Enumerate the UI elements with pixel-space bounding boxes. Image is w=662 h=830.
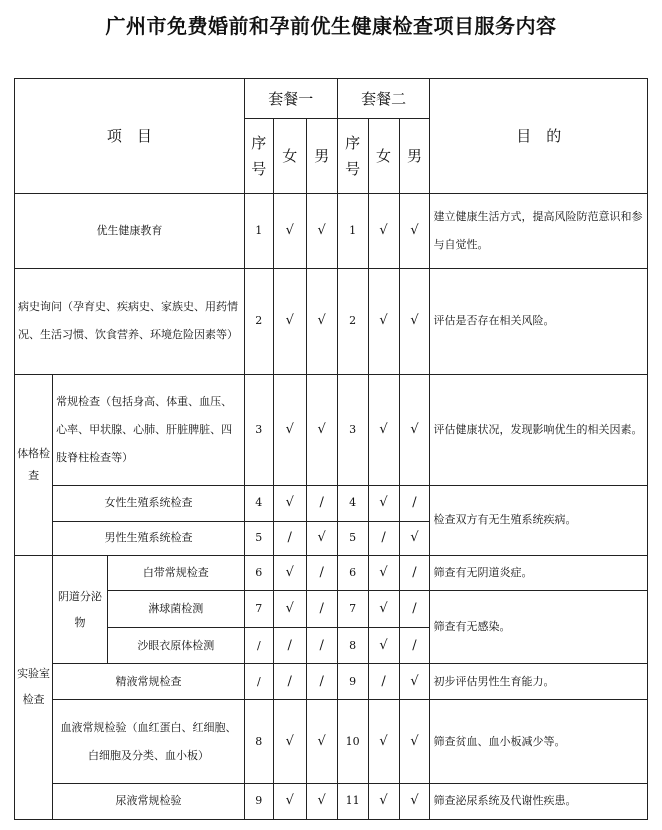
physical-group: 体格检查 [15, 375, 53, 556]
female-1: √ [273, 375, 306, 485]
male-2: / [399, 485, 430, 521]
seq-2: 1 [337, 194, 368, 268]
female-1: / [273, 664, 306, 700]
purpose: 筛查有无感染。 [430, 591, 648, 664]
male-1: √ [306, 194, 337, 268]
male-2: √ [399, 521, 430, 555]
item-name: 淋球菌检测 [107, 591, 244, 628]
female-2: √ [368, 485, 399, 521]
item-name: 尿液常规检验 [53, 783, 245, 819]
female-2: √ [368, 194, 399, 268]
seq-2: 3 [337, 375, 368, 485]
male-1: / [306, 591, 337, 628]
purpose: 初步评估男性生育能力。 [430, 664, 648, 700]
item-name: 女性生殖系统检查 [53, 485, 245, 521]
seq-1: 1 [244, 194, 273, 268]
seq-2: 5 [337, 521, 368, 555]
male-2: √ [399, 194, 430, 268]
seq-1: 4 [244, 485, 273, 521]
lab-group: 实验室检查 [15, 555, 53, 819]
item-name: 沙眼衣原体检测 [107, 628, 244, 664]
table-row [15, 268, 648, 374]
seq-2: 2 [337, 268, 368, 374]
male-2: / [399, 555, 430, 590]
seq-header-1: 序号 [244, 119, 273, 194]
seq-1: 9 [244, 783, 273, 819]
female-2: √ [368, 628, 399, 664]
male-1: / [306, 664, 337, 700]
female-1: √ [273, 485, 306, 521]
female-1: √ [273, 194, 306, 268]
purpose: 评估健康状况，发现影响优生的相关因素。 [430, 375, 648, 485]
item-header: 项 目 [15, 79, 245, 194]
female-1: / [273, 521, 306, 555]
item-name: 病史询问（孕育史、疾病史、家族史、用药情况、生活习惯、饮食营养、环境危险因素等） [15, 268, 245, 374]
male-1: √ [306, 783, 337, 819]
female-1: √ [273, 700, 306, 783]
seq-2: 6 [337, 555, 368, 590]
page-title: 广州市免费婚前和孕前优生健康检查项目服务内容 [105, 14, 557, 38]
male-1: √ [306, 268, 337, 374]
female-2: / [368, 664, 399, 700]
purpose: 检查双方有无生殖系统疾病。 [430, 485, 648, 555]
male-2: √ [399, 783, 430, 819]
female-1: / [273, 628, 306, 664]
purpose-header: 目 的 [430, 79, 648, 194]
female-2: √ [368, 591, 399, 628]
male-2: √ [399, 375, 430, 485]
female-1: √ [273, 591, 306, 628]
vaginal-group: 阴道分泌物 [53, 555, 108, 663]
purpose: 筛查泌尿系统及代谢性疾患。 [430, 783, 648, 819]
package-2-header: 套餐二 [337, 79, 430, 119]
female-2: √ [368, 268, 399, 374]
service-table [14, 78, 648, 820]
male-1: / [306, 555, 337, 590]
purpose: 建立健康生活方式，提高风险防范意识和参与自觉性。 [430, 194, 648, 268]
purpose: 筛查有无阴道炎症。 [430, 555, 648, 590]
seq-1: 3 [244, 375, 273, 485]
male-1: / [306, 485, 337, 521]
seq-1: 8 [244, 700, 273, 783]
male-2: √ [399, 664, 430, 700]
table-row [15, 700, 648, 783]
seq-2: 9 [337, 664, 368, 700]
item-name: 优生健康教育 [15, 194, 245, 268]
female-header-1: 女 [273, 119, 306, 194]
item-name: 常规检查（包括身高、体重、血压、心率、甲状腺、心肺、肝脏脾脏、四肢脊柱检查等） [53, 375, 245, 485]
seq-1: 5 [244, 521, 273, 555]
table-row [15, 485, 648, 521]
item-name: 男性生殖系统检查 [53, 521, 245, 555]
seq-2: 11 [337, 783, 368, 819]
male-header-1: 男 [306, 119, 337, 194]
seq-1: 2 [244, 268, 273, 374]
female-2: √ [368, 783, 399, 819]
table-row [15, 555, 648, 590]
item-name: 血液常规检验（血红蛋白、红细胞、白细胞及分类、血小板） [53, 700, 245, 783]
table-row [15, 783, 648, 819]
female-2: √ [368, 555, 399, 590]
male-1: √ [306, 700, 337, 783]
seq-1: / [244, 664, 273, 700]
item-name: 精液常规检查 [53, 664, 245, 700]
seq-1: / [244, 628, 273, 664]
male-1: √ [306, 375, 337, 485]
table-row [15, 664, 648, 700]
seq-2: 7 [337, 591, 368, 628]
seq-2: 8 [337, 628, 368, 664]
female-2: √ [368, 700, 399, 783]
item-name: 白带常规检查 [107, 555, 244, 590]
female-1: √ [273, 268, 306, 374]
table-row [15, 375, 648, 485]
seq-2: 10 [337, 700, 368, 783]
male-1: / [306, 628, 337, 664]
female-header-2: 女 [368, 119, 399, 194]
female-1: √ [273, 783, 306, 819]
female-1: √ [273, 555, 306, 590]
table-row [15, 591, 648, 628]
header-row [15, 79, 648, 119]
seq-1: 6 [244, 555, 273, 590]
male-2: / [399, 628, 430, 664]
seq-1: 7 [244, 591, 273, 628]
purpose: 筛查贫血、血小板减少等。 [430, 700, 648, 783]
table-row [15, 194, 648, 268]
male-2: / [399, 591, 430, 628]
male-2: √ [399, 700, 430, 783]
purpose: 评估是否存在相关风险。 [430, 268, 648, 374]
package-1-header: 套餐一 [244, 79, 337, 119]
seq-header-2: 序号 [337, 119, 368, 194]
seq-2: 4 [337, 485, 368, 521]
male-2: √ [399, 268, 430, 374]
male-1: √ [306, 521, 337, 555]
male-header-2: 男 [399, 119, 430, 194]
female-2: √ [368, 375, 399, 485]
female-2: / [368, 521, 399, 555]
